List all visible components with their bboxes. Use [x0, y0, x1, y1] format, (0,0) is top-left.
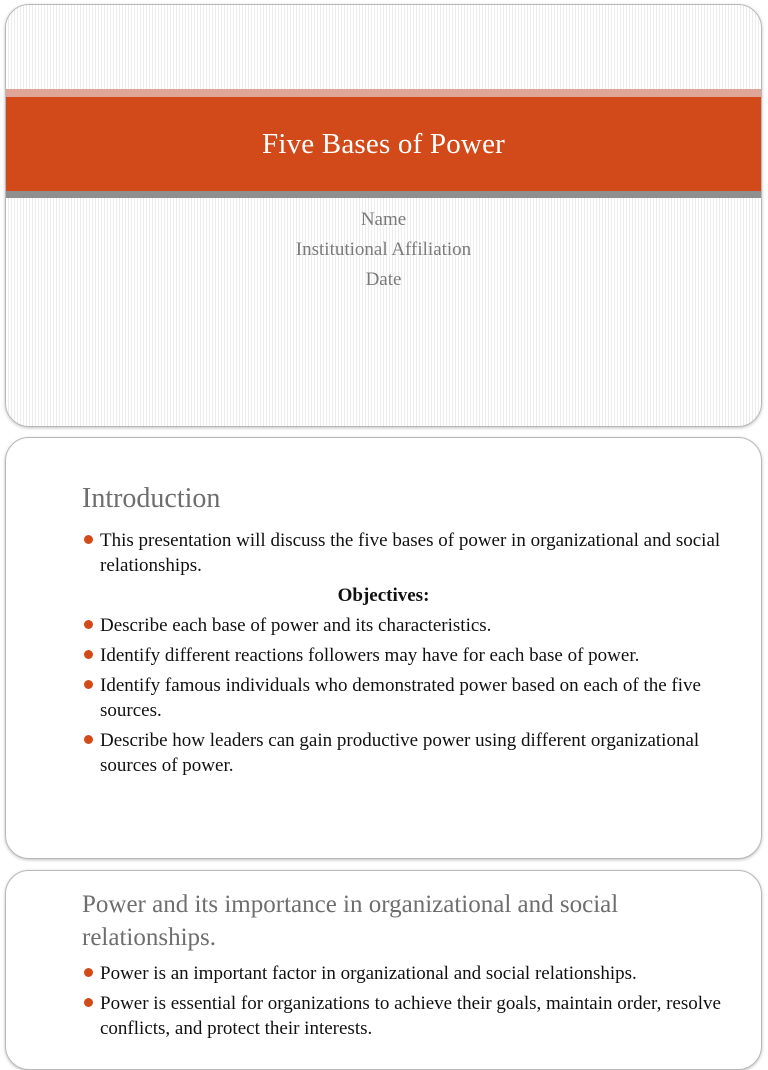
title-band-accent-top: [6, 89, 761, 97]
bullet-text: Power is essential for organizations to achieve their goals, maintain order, resolve conflicts, and protect their interests.: [100, 993, 721, 1039]
subtitle-name: Name: [360, 209, 407, 230]
bullet-icon: [84, 735, 93, 744]
bullet-list: [82, 961, 731, 1046]
bullet-text: Identify different reactions followers may have for each base of power.: [100, 645, 640, 666]
slide-heading: Power and its importance in organizational and social relationships.: [82, 891, 619, 951]
bullet-icon: [84, 680, 93, 689]
title-band: [6, 97, 761, 191]
objectives-label: [6, 583, 761, 608]
bullet-text: Describe how leaders can gain productive power using different organizational sources of power.: [100, 730, 700, 776]
list-item: [82, 613, 731, 638]
bullet-icon: [84, 998, 93, 1007]
bullet-text: Identify famous individuals who demonstrated power based on each of the five sources.: [100, 675, 701, 721]
slide-heading: Introduction: [82, 483, 221, 514]
list-item: [82, 643, 731, 668]
list-item: [82, 673, 731, 723]
introduction-slide: [5, 437, 762, 859]
subtitle-affiliation: Institutional Affiliation: [295, 239, 472, 260]
list-item: [82, 728, 731, 778]
slide-title: Five Bases of Power: [261, 127, 506, 160]
bullet-text: Power is an important factor in organizational and social relationships.: [100, 963, 637, 984]
list-item: [82, 528, 731, 578]
power-importance-slide: [5, 870, 762, 1070]
subtitle-block: [6, 205, 761, 295]
bullet-icon: [84, 620, 93, 629]
list-item: [82, 961, 731, 986]
bullet-list: [82, 528, 731, 783]
bullet-text: This presentation will discuss the five bases of power in organizational and social relationships.: [100, 530, 721, 576]
title-band-accent-bottom: [6, 191, 761, 198]
objectives-label-text: Objectives:: [337, 585, 430, 606]
bullet-icon: [84, 535, 93, 544]
bullet-text: Describe each base of power and its characteristics.: [100, 615, 492, 636]
bullet-icon: [84, 650, 93, 659]
list-item: [82, 991, 731, 1041]
title-slide: [5, 4, 762, 427]
bullet-icon: [84, 968, 93, 977]
subtitle-date: Date: [365, 269, 402, 290]
